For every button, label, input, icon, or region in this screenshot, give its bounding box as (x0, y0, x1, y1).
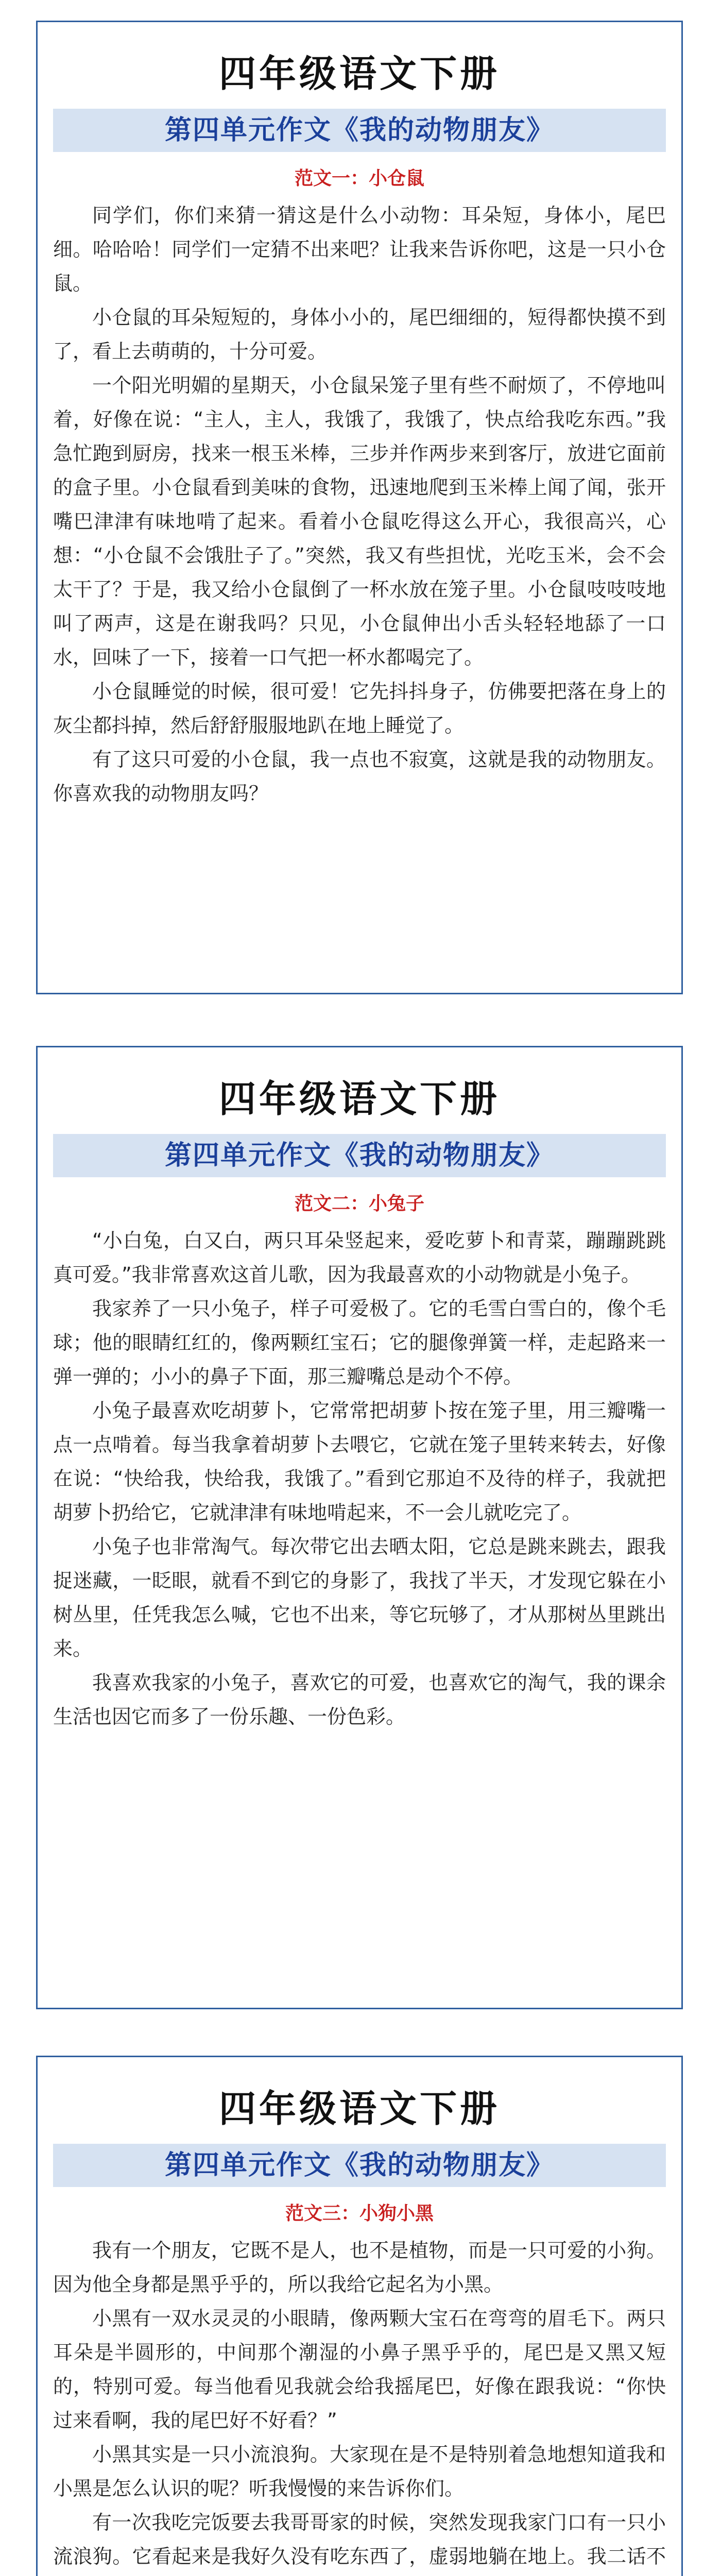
paragraph: 同学们，你们来猜一猜这是什么小动物：耳朵短，身体小，尾巴细。哈哈哈！同学们一定猜不出来吧？让我来告诉你吧，这是一只小仓鼠。 (53, 204, 666, 295)
essay-heading: 范文三：小狗小黑 (285, 2203, 434, 2224)
paragraph: 小兔子也非常淘气。每次带它出去晒太阳，它总是跳来跳去，跟我捉迷藏，一眨眼，就看不到它的身影了，我找了半天，才发现它躲在小树丛里，任凭我怎么喊，它也不出来，等它玩够了，才从那树丛里跳出来。 (53, 1535, 666, 1660)
essay-heading: 范文二：小兔子 (294, 1193, 424, 1214)
essay-card-1 (36, 21, 683, 994)
paragraph: 小黑其实是一只小流浪狗。大家现在是不是特别着急地想知道我和小黑是怎么认识的呢？听我慢慢的来告诉你们。 (53, 2443, 666, 2500)
paragraph: 我家养了一只小兔子，样子可爱极了。它的毛雪白雪白的，像个毛球；他的眼睛红红的，像两颗红宝石；它的腿像弹簧一样，走起路来一弹一弹的；小小的鼻子下面，那三瓣嘴总是动个不停。 (53, 1297, 666, 1388)
essay-body (53, 1224, 666, 1734)
unit-subtitle: 第四单元作文《我的动物朋友》 (53, 2144, 666, 2187)
unit-subtitle: 第四单元作文《我的动物朋友》 (53, 1134, 666, 1177)
paragraph: 我喜欢我家的小兔子，喜欢它的可爱，也喜欢它的淘气，我的课余生活也因它而多了一份乐趣、一份色彩。 (53, 1671, 666, 1728)
page-title: 四年级语文下册 (218, 2087, 500, 2130)
paragraph: 有了这只可爱的小仓鼠，我一点也不寂寞，这就是我的动物朋友。你喜欢我的动物朋友吗？ (53, 748, 666, 805)
essay-body (53, 2233, 666, 2576)
paragraph: 小兔子最喜欢吃胡萝卜，它常常把胡萝卜按在笼子里，用三瓣嘴一点一点啃着。每当我拿着胡萝卜去喂它，它就在笼子里转来转去，好像在说：“快给我，快给我，我饿了。”看到它那迫不及待的样子，我就把胡萝卜扔给它，它就津津有味地啃起来，不一会儿就吃完了。 (53, 1399, 666, 1524)
essay-card-2 (36, 1046, 683, 2009)
paragraph: 有一次我吃完饭要去我哥哥家的时候，突然发现我家门口有一只小流浪狗。它看起来是我好久没有吃东西了，虚弱地躺在地上。我二话不 (53, 2511, 666, 2568)
paragraph: 小黑有一双水灵灵的小眼睛，像两颗大宝石在弯弯的眉毛下。两只耳朵是半圆形的，中间那个潮湿的小鼻子黑乎乎的，尾巴是又黑又短的，特别可爱。每当他看见我就会给我摇尾巴，好像在跟我说：“你快过来看啊，我的尾巴好不好看？” (53, 2307, 666, 2432)
paragraph: 一个阳光明媚的星期天，小仓鼠呆笼子里有些不耐烦了，不停地叫着，好像在说：“主人，主人，我饿了，我饿了，快点给我吃东西。”我急忙跑到厨房，找来一根玉米棒，三步并作两步来到客厅，放进它面前的盒子里。小仓鼠看到美味的食物，迅速地爬到玉米棒上闻了闻，张开嘴巴津津有味地啃了起来。看着小仓鼠吃得这么开心，我很高兴，心想：“小仓鼠不会饿肚子了。”突然，我又有些担忧，光吃玉米，会不会太干了？于是，我又给小仓鼠倒了一杯水放在笼子里。小仓鼠吱吱吱地叫了两声，这是在谢我吗？只见，小仓鼠伸出小舌头轻轻地舔了一口水，回味了一下，接着一口气把一杯水都喝完了。 (53, 374, 666, 669)
paragraph: 小仓鼠睡觉的时候，很可爱！它先抖抖身子，仿佛要把落在身上的灰尘都抖掉，然后舒舒服服地趴在地上睡觉了。 (53, 680, 666, 737)
unit-subtitle: 第四单元作文《我的动物朋友》 (53, 109, 666, 152)
essay-body (53, 198, 666, 810)
page-title: 四年级语文下册 (218, 1077, 500, 1121)
paragraph: 小仓鼠的耳朵短短的，身体小小的，尾巴细细的，短得都快摸不到了，看上去萌萌的，十分可爱。 (53, 306, 666, 363)
essay-heading: 范文一：小仓鼠 (294, 168, 424, 189)
paragraph: “小白兔，白又白，两只耳朵竖起来，爱吃萝卜和青菜，蹦蹦跳跳真可爱。”我非常喜欢这首儿歌，因为我最喜欢的小动物就是小兔子。 (53, 1229, 666, 1286)
page-title: 四年级语文下册 (218, 52, 500, 95)
essay-card-3 (36, 2056, 683, 2576)
paragraph: 我有一个朋友，它既不是人，也不是植物，而是一只可爱的小狗。因为他全身都是黑乎乎的，所以我给它起名为小黑。 (53, 2239, 666, 2296)
